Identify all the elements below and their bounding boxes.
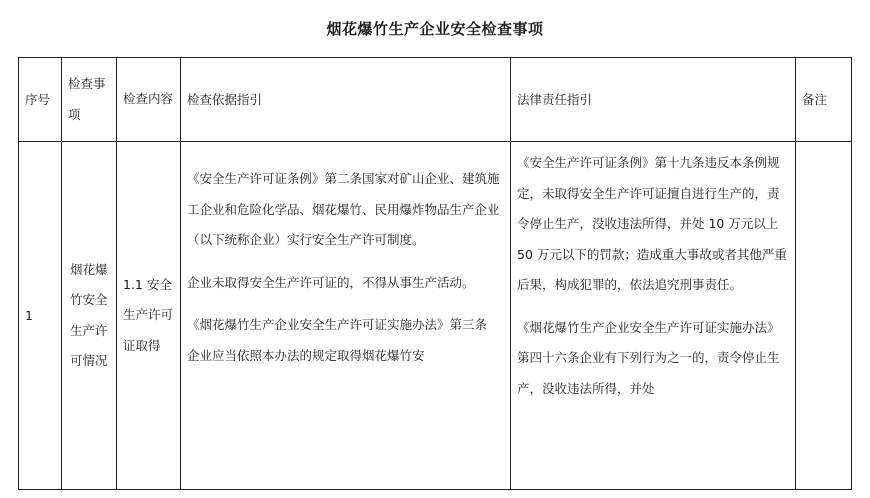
item-value: 烟花爆竹安全生产许可情况 (70, 261, 108, 368)
header-item (62, 58, 117, 142)
seq-value: 1 (25, 307, 33, 323)
table-header-row (19, 58, 852, 142)
basis-paragraph: 企业未取得安全生产许可证的，不得从事生产活动。 (187, 274, 475, 290)
header-seq: 序号 (19, 58, 62, 142)
inspection-table (18, 57, 852, 490)
cell-liability (511, 142, 796, 490)
basis-paragraph: 《安全生产许可证条例》第二条国家对矿山企业、建筑施工企业和危险化学品、烟花爆竹、民用爆炸物品生产企业（以下统称企业）实行安全生产许可制度。 (187, 171, 500, 247)
header-content (117, 58, 181, 142)
content-value: 1.1 安全生产许可证取得 (123, 276, 174, 353)
header-remarks: 备注 (796, 58, 852, 142)
header-item-text: 检查事项 (68, 76, 106, 122)
table-row (19, 142, 852, 490)
basis-paragraph: 《烟花爆竹生产企业安全生产许可证实施办法》第三条 企业应当依照本办法的规定取得烟花爆竹安 (187, 317, 500, 363)
header-content-text: 检查内容 (123, 91, 174, 107)
header-liability: 法律责任指引 (511, 58, 796, 142)
cell-item (62, 142, 117, 490)
cell-remarks (796, 142, 852, 490)
cell-content (117, 142, 181, 490)
cell-basis (181, 142, 511, 490)
header-basis: 检查依据指引 (181, 58, 511, 142)
liability-paragraph: 《烟花爆竹生产企业安全生产许可证实施办法》第四十六条企业有下列行为之一的，责令停止生产，没收违法所得，并处 (517, 319, 780, 396)
liability-paragraph: 《安全生产许可证条例》第十九条违反本条例规定，未取得安全生产许可证擅自进行生产的，责令停止生产，没收违法所得，并处 10 万元以上 50 万元以下的罚款；造成重大事故或者其他严重后果，构成犯罪的，依法追究刑事责任。 (517, 155, 787, 292)
page-title: 烟花爆竹生产企业安全检查事项 (326, 20, 544, 38)
cell-seq (19, 142, 62, 490)
